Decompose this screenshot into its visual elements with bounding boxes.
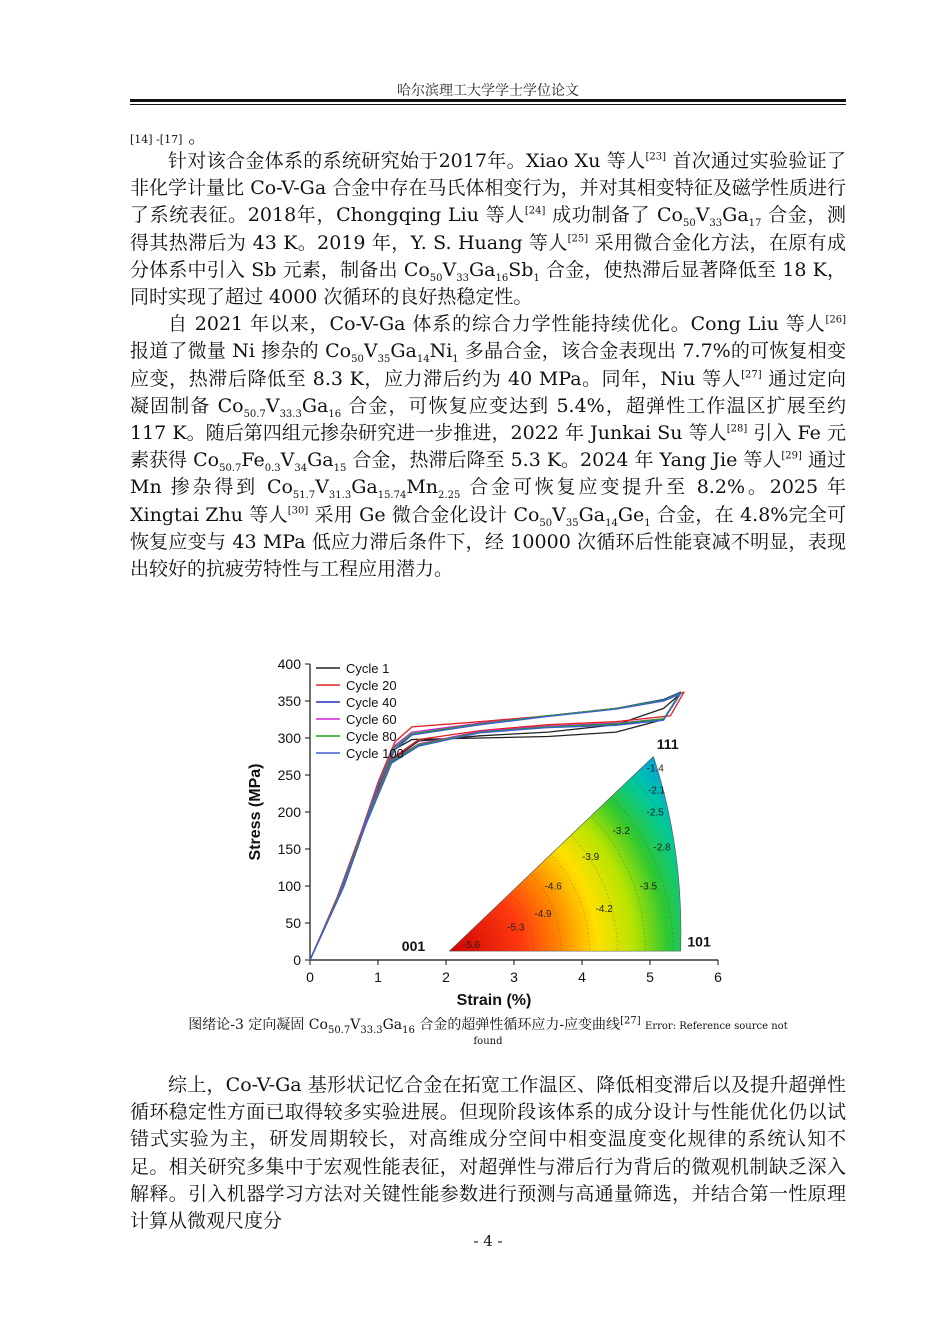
text-segment: Ga (301, 394, 329, 417)
subscript-text: 33.3 (279, 408, 302, 420)
contour-label: -5.3 (507, 922, 525, 934)
text-segment: Fe (241, 449, 265, 472)
legend-label: Cycle 20 (346, 678, 397, 693)
x-axis-label: Strain (%) (456, 992, 532, 1009)
paragraph-3 (130, 1072, 846, 1235)
subscript-text: 50.7 (327, 1024, 351, 1036)
x-tick-label: 3 (510, 969, 518, 985)
contour-label: -4.6 (544, 881, 562, 893)
subscript-text: 51.7 (292, 490, 316, 502)
supscript-text: [27] (741, 369, 762, 381)
text-segment: 报道了微量 Ni 掺杂的 Co (130, 340, 352, 363)
text-segment: 首次通过实验验证了非化学计量比 Co-V-Ga 合金中存在马氏体相变行为，并对其相变特征及磁学性质进行了系统表征。2018年，Chongqing Liu 等人 (130, 150, 846, 227)
subscript-text: 35 (565, 517, 579, 529)
inset-corner-label: 101 (687, 933, 711, 950)
inset-triangle (449, 757, 681, 952)
text-segment: 通过 Mn 掺杂得到 Co (130, 449, 846, 499)
y-tick-label: 300 (277, 730, 301, 746)
subscript-text: 31.3 (328, 490, 352, 502)
x-tick-label: 6 (714, 969, 722, 985)
text-segment: Ge (617, 503, 645, 526)
text-segment: 成功制备了 Co (545, 204, 683, 227)
y-tick-label: 200 (277, 804, 301, 820)
text-segment: Ga (351, 476, 378, 499)
subscript-text: 34 (294, 463, 308, 475)
subscript-text: 16 (495, 272, 509, 284)
text-segment: Ga (722, 204, 749, 227)
text-segment: 通过定向凝固制备 Co (130, 367, 846, 417)
subscript-text: 50 (539, 517, 553, 529)
paragraph-2 (130, 311, 846, 583)
paragraph-1 (130, 148, 846, 311)
text-segment: 合金，在 4.8%完全可恢复应变与 43 MPa 低应力滞后条件下，经 10000 次循环后性能衰减不明显，表现出较好的抗疲劳特性与工程应用潜力。 (130, 503, 847, 581)
page-number: - 4 - (473, 1232, 503, 1250)
contour-label: -4.2 (595, 903, 613, 915)
y-axis-label: Stress (MPa) (247, 763, 264, 861)
supscript-text: [25] (567, 233, 589, 245)
text-segment: 自 2021 年以来，Co-V-Ga 体系的综合力学性能持续优化。Cong Liu 等人 (168, 313, 826, 336)
caption-error-text-2: found (473, 1036, 503, 1047)
supscript-text: [28] (726, 423, 748, 435)
subscript-text: 33 (456, 272, 469, 284)
legend-label: Cycle 100 (346, 746, 404, 761)
supscript-text: [27] (620, 1015, 641, 1027)
subscript-text: 50.7 (243, 408, 266, 420)
text-segment: 合金，使热滞后显著降低至 18 K，同时实现了超过 4000 次循环的良好热稳定性。 (130, 258, 846, 309)
supscript-text: [26] (825, 314, 846, 326)
text-segment: V (265, 394, 280, 417)
subscript-text: 14 (605, 517, 618, 529)
text-segment: 合金可恢复应变提升至 8.2%。2025 年 Xingtai Zhu 等人 (130, 476, 846, 526)
text-segment: Ga (390, 340, 417, 363)
reference-range: [14] -[17] (130, 133, 183, 146)
text-segment: 图绪论-3 定向凝固 Co (188, 1017, 328, 1033)
stress-strain-figure (240, 648, 730, 1010)
text-segment: 综上，Co-V-Ga 基形状记忆合金在拓宽工作温区、降低相变滞后以及提升超弹性循环稳定性方面已取得较多实验进展。但现阶段该体系的成分设计与性能优化仍以试错式实验为主，研发周期较长，对高维成分空间中相变温度变化规律的系统认知不足。相关研究多集中于宏观性能表征，对超弹性与滞后行为背后的微观机制缺乏深入解释。引入机器学习方法对关键性能参数进行预测与高通量筛选，并结合第一性原理计算从微观尺度分 (130, 1074, 846, 1233)
subscript-text: 15 (333, 463, 347, 475)
stress-strain-chart (240, 648, 730, 1010)
text-segment: Sb (508, 258, 534, 281)
contour-label: -3.5 (639, 881, 658, 893)
body-text-top (130, 128, 846, 583)
text-segment: Ni (429, 340, 453, 363)
text-segment: 多晶合金，该合金表现出 7.7%的可恢复相变应变，热滞后降低至 8.3 K，应力滞后约为 40 MPa。同年，Niu 等人 (130, 340, 846, 390)
figure-caption (130, 1016, 846, 1048)
y-tick-label: 0 (293, 952, 301, 968)
legend-label: Cycle 60 (346, 712, 397, 727)
text-segment: V (552, 503, 566, 526)
text-segment: 采用微合金化方法，在原有成分体系中引入 Sb 元素，制备出 Co (130, 231, 846, 281)
subscript-text: 50.7 (219, 463, 242, 475)
text-segment: 合金，可恢复应变达到 5.4%，超弹性工作温区扩展至约 117 K。随后第四组元掺杂研究进一步推进，2022 年 Junkai Su 等人 (130, 394, 846, 445)
y-tick-label: 400 (277, 656, 301, 672)
subscript-text: 14 (416, 354, 430, 366)
text-segment: V (363, 340, 378, 363)
text-segment: 合金，测得其热滞后为 43 K。2019 年，Y. S. Huang 等人 (130, 204, 846, 254)
subscript-text: 17 (748, 218, 762, 230)
contour-label: -1.4 (646, 763, 664, 775)
text-segment: 采用 Ge 微合金化设计 Co (308, 503, 540, 526)
subscript-text: 33 (709, 218, 723, 230)
legend-label: Cycle 80 (346, 729, 397, 744)
x-tick-label: 0 (306, 969, 314, 985)
supscript-text: [23] (645, 151, 666, 163)
text-segment: Ga (469, 258, 496, 281)
x-tick-label: 2 (442, 969, 450, 985)
contour-label: -4.9 (534, 909, 552, 921)
contour-label: -2.1 (647, 785, 666, 797)
caption-text (188, 1015, 641, 1036)
subscript-text: 1 (533, 272, 540, 284)
x-tick-label: 1 (374, 969, 382, 985)
reference-period: 。 (188, 127, 207, 148)
body-text-bottom (130, 1072, 846, 1235)
subscript-text: 50 (429, 272, 443, 284)
supscript-text: [30] (287, 505, 309, 517)
inset-corner-label: 111 (656, 736, 679, 753)
supscript-text: [24] (524, 206, 546, 218)
subscript-text: 1 (452, 354, 459, 366)
text-segment: V (280, 449, 295, 472)
y-tick-label: 50 (285, 915, 301, 931)
text-segment: Ga (578, 503, 606, 526)
text-segment: Mn (406, 476, 439, 499)
text-segment: V (315, 476, 329, 499)
y-tick-label: 150 (277, 841, 301, 857)
subscript-text: 16 (402, 1024, 415, 1036)
text-segment: 引入 Fe 元素获得 Co (130, 422, 846, 472)
subscript-text: 16 (328, 408, 342, 420)
legend-label: Cycle 40 (346, 695, 397, 710)
subscript-text: 50 (351, 354, 364, 366)
subscript-text: 50 (682, 218, 696, 230)
header-rule-thin (130, 104, 846, 105)
subscript-text: 1 (644, 517, 651, 529)
text-segment: 合金，热滞后降至 5.3 K。2024 年 Yang Jie 等人 (346, 449, 782, 472)
y-tick-label: 350 (277, 693, 301, 709)
inset-corner-label: 001 (401, 938, 426, 955)
text-segment: V (350, 1017, 361, 1033)
text-segment: 针对该合金体系的系统研究始于2017年。Xiao Xu 等人 (168, 150, 646, 172)
contour-label: -5.6 (463, 940, 481, 952)
legend-label: Cycle 1 (346, 661, 390, 676)
supscript-text: [29] (781, 450, 802, 462)
contour-label: -3.2 (612, 826, 630, 838)
caption-error-text: Error: Reference source not (645, 1021, 788, 1032)
y-tick-label: 250 (277, 767, 301, 783)
text-segment: V (442, 258, 457, 281)
subscript-text: 15.74 (377, 490, 407, 502)
subscript-text: 33.3 (360, 1024, 383, 1036)
y-tick-label: 100 (277, 878, 301, 894)
reference-line (130, 128, 846, 148)
text-segment: Ga (382, 1017, 403, 1033)
text-segment: Ga (307, 449, 334, 472)
x-tick-label: 4 (578, 969, 586, 985)
subscript-text: 0.3 (264, 463, 281, 475)
page-header: 哈尔滨理工大学学士学位论文 (397, 83, 579, 99)
header-rule-thick (130, 99, 846, 102)
contour-label: -2.8 (653, 842, 671, 854)
subscript-text: 35 (377, 354, 391, 366)
contour-label: -3.9 (582, 852, 600, 864)
text-segment: V (695, 204, 710, 227)
x-tick-label: 5 (646, 969, 654, 985)
text-segment: 合金的超弹性循环应力-应变曲线 (414, 1017, 621, 1033)
subscript-text: 2.25 (438, 490, 461, 502)
contour-label: -2.5 (646, 807, 664, 819)
